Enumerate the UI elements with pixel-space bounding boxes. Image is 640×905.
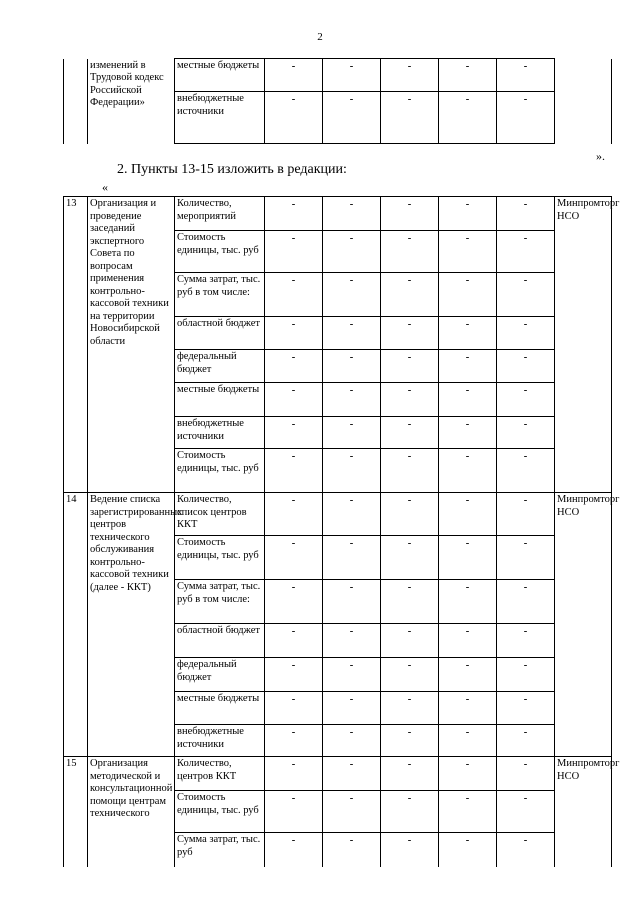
value-cell: -: [381, 197, 439, 231]
closing-quote: ».: [596, 149, 605, 163]
value-cell: -: [265, 624, 323, 658]
value-cell: -: [497, 757, 555, 791]
row-label: Стоимость единицы, тыс. руб: [175, 791, 265, 833]
item-description: Организация методической и консультационной помощи центрам технического: [88, 757, 175, 867]
page-number: 2: [317, 31, 323, 43]
value-cell: -: [439, 383, 497, 417]
value-cell: -: [497, 350, 555, 383]
row-label: федеральный бюджет: [175, 658, 265, 692]
value-cell: -: [497, 658, 555, 692]
value-cell: -: [323, 92, 381, 144]
value-cell: -: [381, 273, 439, 317]
value-cell: -: [439, 231, 497, 273]
row-label: местные бюджеты: [175, 383, 265, 417]
value-cell: -: [265, 658, 323, 692]
value-cell: -: [381, 59, 439, 92]
value-cell: -: [323, 317, 381, 350]
value-cell: -: [497, 317, 555, 350]
value-cell: -: [381, 536, 439, 580]
value-cell: -: [323, 725, 381, 757]
value-cell: -: [497, 59, 555, 92]
value-cell: -: [323, 580, 381, 624]
item-number: 14: [64, 493, 88, 757]
item-description: Ведение списка зарегистрированных центров технического обслуживания контрольно-кассовой техники (далее - ККТ): [88, 493, 175, 757]
value-cell: -: [265, 493, 323, 536]
row-label: областной бюджет: [175, 317, 265, 350]
value-cell: -: [265, 350, 323, 383]
value-cell: -: [381, 624, 439, 658]
value-cell: -: [265, 449, 323, 493]
value-cell: -: [439, 692, 497, 725]
value-cell: -: [265, 536, 323, 580]
value-cell: -: [381, 692, 439, 725]
value-cell: -: [381, 725, 439, 757]
row-label: Сумма затрат, тыс. руб: [175, 833, 265, 867]
value-cell: -: [265, 580, 323, 624]
value-cell: -: [439, 833, 497, 867]
value-cell: -: [497, 417, 555, 449]
value-cell: -: [439, 658, 497, 692]
value-cell: -: [323, 350, 381, 383]
continued-table: [63, 58, 612, 144]
value-cell: -: [439, 624, 497, 658]
value-cell: -: [497, 197, 555, 231]
row-label: Сумма затрат, тыс. руб в том числе:: [175, 580, 265, 624]
value-cell: -: [497, 493, 555, 536]
value-cell: -: [497, 536, 555, 580]
value-cell: -: [381, 791, 439, 833]
value-cell: -: [439, 92, 497, 144]
value-cell: -: [439, 449, 497, 493]
value-cell: -: [381, 383, 439, 417]
value-cell: -: [381, 833, 439, 867]
items-table: [63, 196, 620, 867]
value-cell: -: [497, 791, 555, 833]
value-cell: -: [323, 197, 381, 231]
row-label: Количество, мероприятий: [175, 197, 265, 231]
value-cell: -: [497, 692, 555, 725]
value-cell: -: [497, 624, 555, 658]
row-label: Стоимость единицы, тыс. руб: [175, 231, 265, 273]
value-cell: -: [381, 92, 439, 144]
value-cell: -: [323, 231, 381, 273]
item-executor: Минпромторг НСО: [555, 757, 612, 867]
value-cell: -: [323, 833, 381, 867]
value-cell: -: [439, 580, 497, 624]
value-cell: -: [497, 92, 555, 144]
row-label: Сумма затрат, тыс. руб в том числе:: [175, 273, 265, 317]
row-label: областной бюджет: [175, 624, 265, 658]
executor-cell: [555, 59, 612, 144]
item-executor: Минпромторг НСО: [555, 493, 612, 757]
value-cell: -: [439, 273, 497, 317]
value-cell: -: [323, 791, 381, 833]
value-cell: -: [323, 692, 381, 725]
value-cell: -: [439, 493, 497, 536]
value-cell: -: [265, 725, 323, 757]
item-description: Организация и проведение заседаний экспертного Совета по вопросам применения контрольно-кассовой техники на территории Новосибирской области: [88, 197, 175, 493]
value-cell: -: [265, 692, 323, 725]
value-cell: -: [265, 383, 323, 417]
row-label: внебюджетные источники: [175, 92, 265, 144]
value-cell: -: [265, 833, 323, 867]
value-cell: -: [439, 197, 497, 231]
value-cell: -: [439, 757, 497, 791]
value-cell: -: [439, 791, 497, 833]
item-number: 13: [64, 197, 88, 493]
description-cell: изменений в Трудовой кодекс Российской Федерации»: [88, 59, 175, 144]
value-cell: -: [265, 92, 323, 144]
value-cell: -: [381, 493, 439, 536]
row-label: внебюджетные источники: [175, 417, 265, 449]
value-cell: -: [381, 317, 439, 350]
section-heading: 2. Пункты 13-15 изложить в редакции:: [117, 162, 347, 177]
value-cell: -: [497, 273, 555, 317]
opening-quote: «: [102, 180, 108, 194]
item-number: 15: [64, 757, 88, 867]
value-cell: -: [439, 350, 497, 383]
row-label: местные бюджеты: [175, 692, 265, 725]
value-cell: -: [265, 273, 323, 317]
value-cell: -: [497, 833, 555, 867]
value-cell: -: [381, 350, 439, 383]
value-cell: -: [265, 757, 323, 791]
value-cell: -: [323, 449, 381, 493]
value-cell: -: [439, 417, 497, 449]
value-cell: -: [439, 536, 497, 580]
value-cell: -: [323, 624, 381, 658]
row-label: Количество, центров ККТ: [175, 757, 265, 791]
value-cell: -: [381, 658, 439, 692]
row-label: федеральный бюджет: [175, 350, 265, 383]
value-cell: -: [381, 449, 439, 493]
value-cell: -: [323, 757, 381, 791]
value-cell: -: [497, 725, 555, 757]
row-label: Стоимость единицы, тыс. руб: [175, 536, 265, 580]
value-cell: -: [265, 59, 323, 92]
row-label: Количество, список центров ККТ: [175, 493, 265, 536]
value-cell: -: [439, 59, 497, 92]
value-cell: -: [323, 383, 381, 417]
value-cell: -: [381, 231, 439, 273]
value-cell: -: [265, 417, 323, 449]
value-cell: -: [265, 317, 323, 350]
value-cell: -: [439, 317, 497, 350]
value-cell: -: [381, 757, 439, 791]
value-cell: -: [265, 791, 323, 833]
value-cell: -: [323, 417, 381, 449]
value-cell: -: [497, 231, 555, 273]
value-cell: -: [323, 493, 381, 536]
value-cell: -: [497, 383, 555, 417]
value-cell: -: [439, 725, 497, 757]
value-cell: -: [323, 273, 381, 317]
number-cell: [64, 59, 88, 144]
row-label: местные бюджеты: [175, 59, 265, 92]
row-label: внебюджетные источники: [175, 725, 265, 757]
value-cell: -: [381, 417, 439, 449]
value-cell: -: [265, 197, 323, 231]
value-cell: -: [497, 580, 555, 624]
value-cell: -: [497, 449, 555, 493]
value-cell: -: [323, 536, 381, 580]
value-cell: -: [323, 59, 381, 92]
item-executor: Минпромторг НСО: [555, 197, 612, 493]
value-cell: -: [381, 580, 439, 624]
row-label: Стоимость единицы, тыс. руб: [175, 449, 265, 493]
value-cell: -: [323, 658, 381, 692]
value-cell: -: [265, 231, 323, 273]
